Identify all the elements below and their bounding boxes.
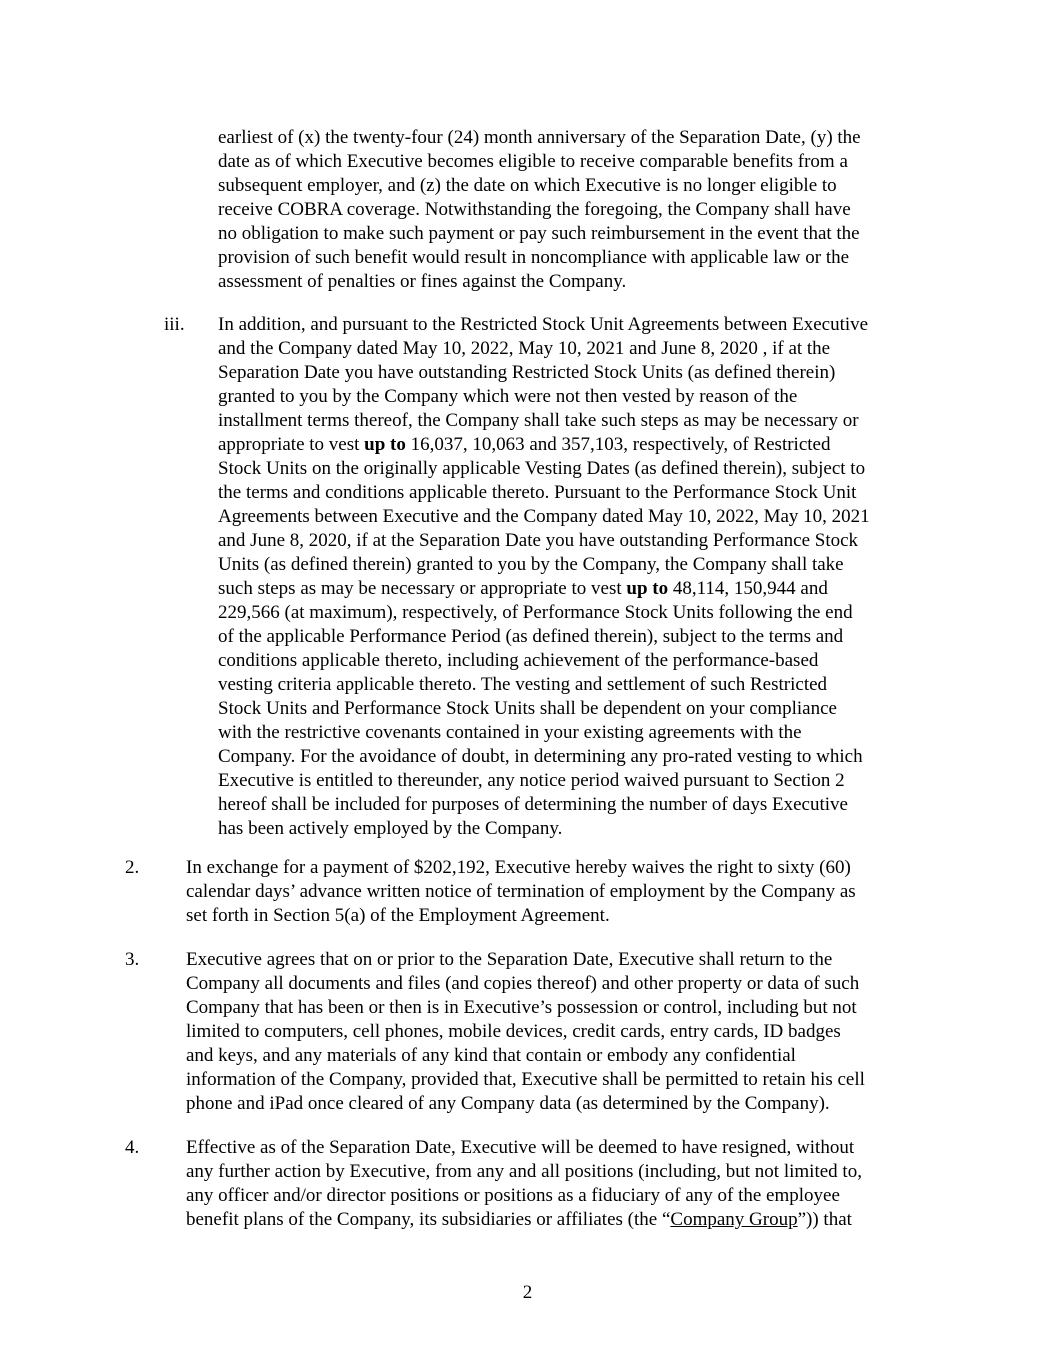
text-line: receive COBRA coverage. Notwithstanding the foregoing, the Company shall have <box>218 199 851 220</box>
text-line <box>218 817 870 841</box>
text-run: limited to computers, cell phones, mobile devices, credit cards, entry cards, ID badges <box>186 1021 841 1042</box>
text-run: Company all documents and files (and copies thereof) and other property or data of such <box>186 973 860 994</box>
text-line <box>186 948 865 972</box>
text-line: date as of which Executive becomes eligible to receive comparable benefits from a <box>218 151 848 172</box>
item-2-paragraph <box>186 856 856 928</box>
item-3-label: 3. <box>125 949 140 970</box>
text-line <box>186 996 865 1020</box>
text-line <box>218 361 870 385</box>
text-line <box>218 673 870 697</box>
text-run: information of the Company, provided that, Executive shall be permitted to retain his cell <box>186 1069 865 1090</box>
text-line <box>186 1208 862 1232</box>
text-line <box>218 385 870 409</box>
text-run: Units (as defined therein) granted to you by the Company, the Company shall take <box>218 554 844 575</box>
text-line <box>218 769 870 793</box>
text-line <box>218 649 870 673</box>
text-run: of the applicable Performance Period (as defined therein), subject to the terms and <box>218 626 844 647</box>
text-line <box>218 505 870 529</box>
text-line <box>218 745 870 769</box>
text-line <box>186 1068 865 1092</box>
text-line: earliest of (x) the twenty-four (24) month anniversary of the Separation Date, (y) the <box>218 127 861 148</box>
text-line <box>218 793 870 817</box>
text-line <box>218 457 870 481</box>
text-run: any officer and/or director positions or positions as a fiduciary of any of the employee <box>186 1185 840 1206</box>
text-line <box>186 1020 865 1044</box>
text-run: Stock Units and Performance Stock Units shall be dependent on your compliance <box>218 698 837 719</box>
text-run: vesting criteria applicable thereto. The vesting and settlement of such Restricted <box>218 674 828 695</box>
text-run: has been actively employed by the Company. <box>218 818 563 839</box>
text-line <box>218 313 870 337</box>
continuation-paragraph <box>218 126 861 294</box>
item-iii-paragraph <box>218 313 870 841</box>
text-run: phone and iPad once cleared of any Company data (as determined by the Company). <box>186 1093 830 1114</box>
text-run: such steps as may be necessary or appropriate to vest <box>218 578 627 599</box>
text-run: Company that has been or then is in Executive’s possession or control, including but not <box>186 997 857 1018</box>
text-line <box>186 904 856 928</box>
text-run: Agreements between Executive and the Company dated May 10, 2022, May 10, 2021 <box>218 506 870 527</box>
text-run: installment terms thereof, the Company shall take such steps as may be necessary or <box>218 410 859 431</box>
text-run: Effective as of the Separation Date, Executive will be deemed to have resigned, without <box>186 1137 855 1158</box>
text-line <box>186 1044 865 1068</box>
text-run: set forth in Section 5(a) of the Employment Agreement. <box>186 905 610 926</box>
text-line <box>218 697 870 721</box>
item-2-label: 2. <box>125 857 140 878</box>
text-run: In exchange for a payment of $202,192, Executive hereby waives the right to sixty (60) <box>186 857 851 878</box>
text-line <box>186 1184 862 1208</box>
item-3-paragraph <box>186 948 865 1116</box>
text-run: any further action by Executive, from any and all positions (including, but not limited to, <box>186 1161 862 1182</box>
text-line <box>218 625 870 649</box>
page-number: 2 <box>522 1282 533 1303</box>
text-run: conditions applicable thereto, including achievement of the performance-based <box>218 650 819 671</box>
text-run: ”)) that <box>797 1209 852 1230</box>
text-line <box>218 409 870 433</box>
text-run: Stock Units on the originally applicable Vesting Dates (as defined therein), subject to <box>218 458 866 479</box>
text-run: the terms and conditions applicable thereto. Pursuant to the Performance Stock Unit <box>218 482 857 503</box>
text-line <box>218 481 870 505</box>
text-line <box>218 553 870 577</box>
text-line <box>218 433 870 457</box>
text-line: subsequent employer, and (z) the date on which Executive is no longer eligible to <box>218 175 837 196</box>
text-line: provision of such benefit would result in noncompliance with applicable law or the <box>218 247 850 268</box>
text-run: appropriate to vest <box>218 434 365 455</box>
bold-phrase: up to <box>364 434 406 455</box>
text-line <box>218 529 870 553</box>
text-line <box>186 1092 865 1116</box>
item-4-label: 4. <box>125 1137 140 1158</box>
text-run: 16,037, 10,063 and 357,103, respectively, of Restricted <box>405 434 831 455</box>
text-line <box>186 1160 862 1184</box>
text-line <box>186 972 865 996</box>
text-run: and June 8, 2020, if at the Separation Date you have outstanding Performance Stock <box>218 530 859 551</box>
text-line <box>218 601 870 625</box>
text-run: granted to you by the Company which were not then vested by reason of the <box>218 386 798 407</box>
bold-phrase: up to <box>626 578 669 599</box>
text-run: hereof shall be included for purposes of determining the number of days Executive <box>218 794 848 815</box>
item-4-paragraph <box>186 1136 862 1232</box>
text-line <box>186 856 856 880</box>
text-run: and the Company dated May 10, 2022, May 10, 2021 and June 8, 2020 , if at the <box>218 338 831 359</box>
text-run: calendar days’ advance written notice of termination of employment by the Company as <box>186 881 856 902</box>
text-line <box>218 577 870 601</box>
text-run: Executive is entitled to thereunder, any notice period waived pursuant to Section 2 <box>218 770 845 791</box>
item-iii-label: iii. <box>164 314 185 335</box>
text-line: no obligation to make such payment or pay such reimbursement in the event that the <box>218 223 860 244</box>
text-line: assessment of penalties or fines against the Company. <box>218 271 627 292</box>
text-line <box>186 1136 862 1160</box>
text-run: and keys, and any materials of any kind that contain or embody any confidential <box>186 1045 796 1066</box>
defined-term: Company Group <box>670 1209 798 1230</box>
text-run: In addition, and pursuant to the Restricted Stock Unit Agreements between Executive <box>218 314 869 335</box>
text-run: Separation Date you have outstanding Restricted Stock Units (as defined therein) <box>218 362 836 383</box>
text-run: 48,114, 150,944 and <box>668 578 828 599</box>
text-run: 229,566 (at maximum), respectively, of Performance Stock Units following the end <box>218 602 853 623</box>
text-line <box>218 721 870 745</box>
text-run: with the restrictive covenants contained in your existing agreements with the <box>218 722 802 743</box>
text-line <box>218 337 870 361</box>
text-run: Executive agrees that on or prior to the Separation Date, Executive shall return to the <box>186 949 833 970</box>
text-run: Company. For the avoidance of doubt, in determining any pro-rated vesting to which <box>218 746 863 767</box>
text-run: benefit plans of the Company, its subsidiaries or affiliates (the “ <box>186 1209 671 1230</box>
text-line <box>186 880 856 904</box>
